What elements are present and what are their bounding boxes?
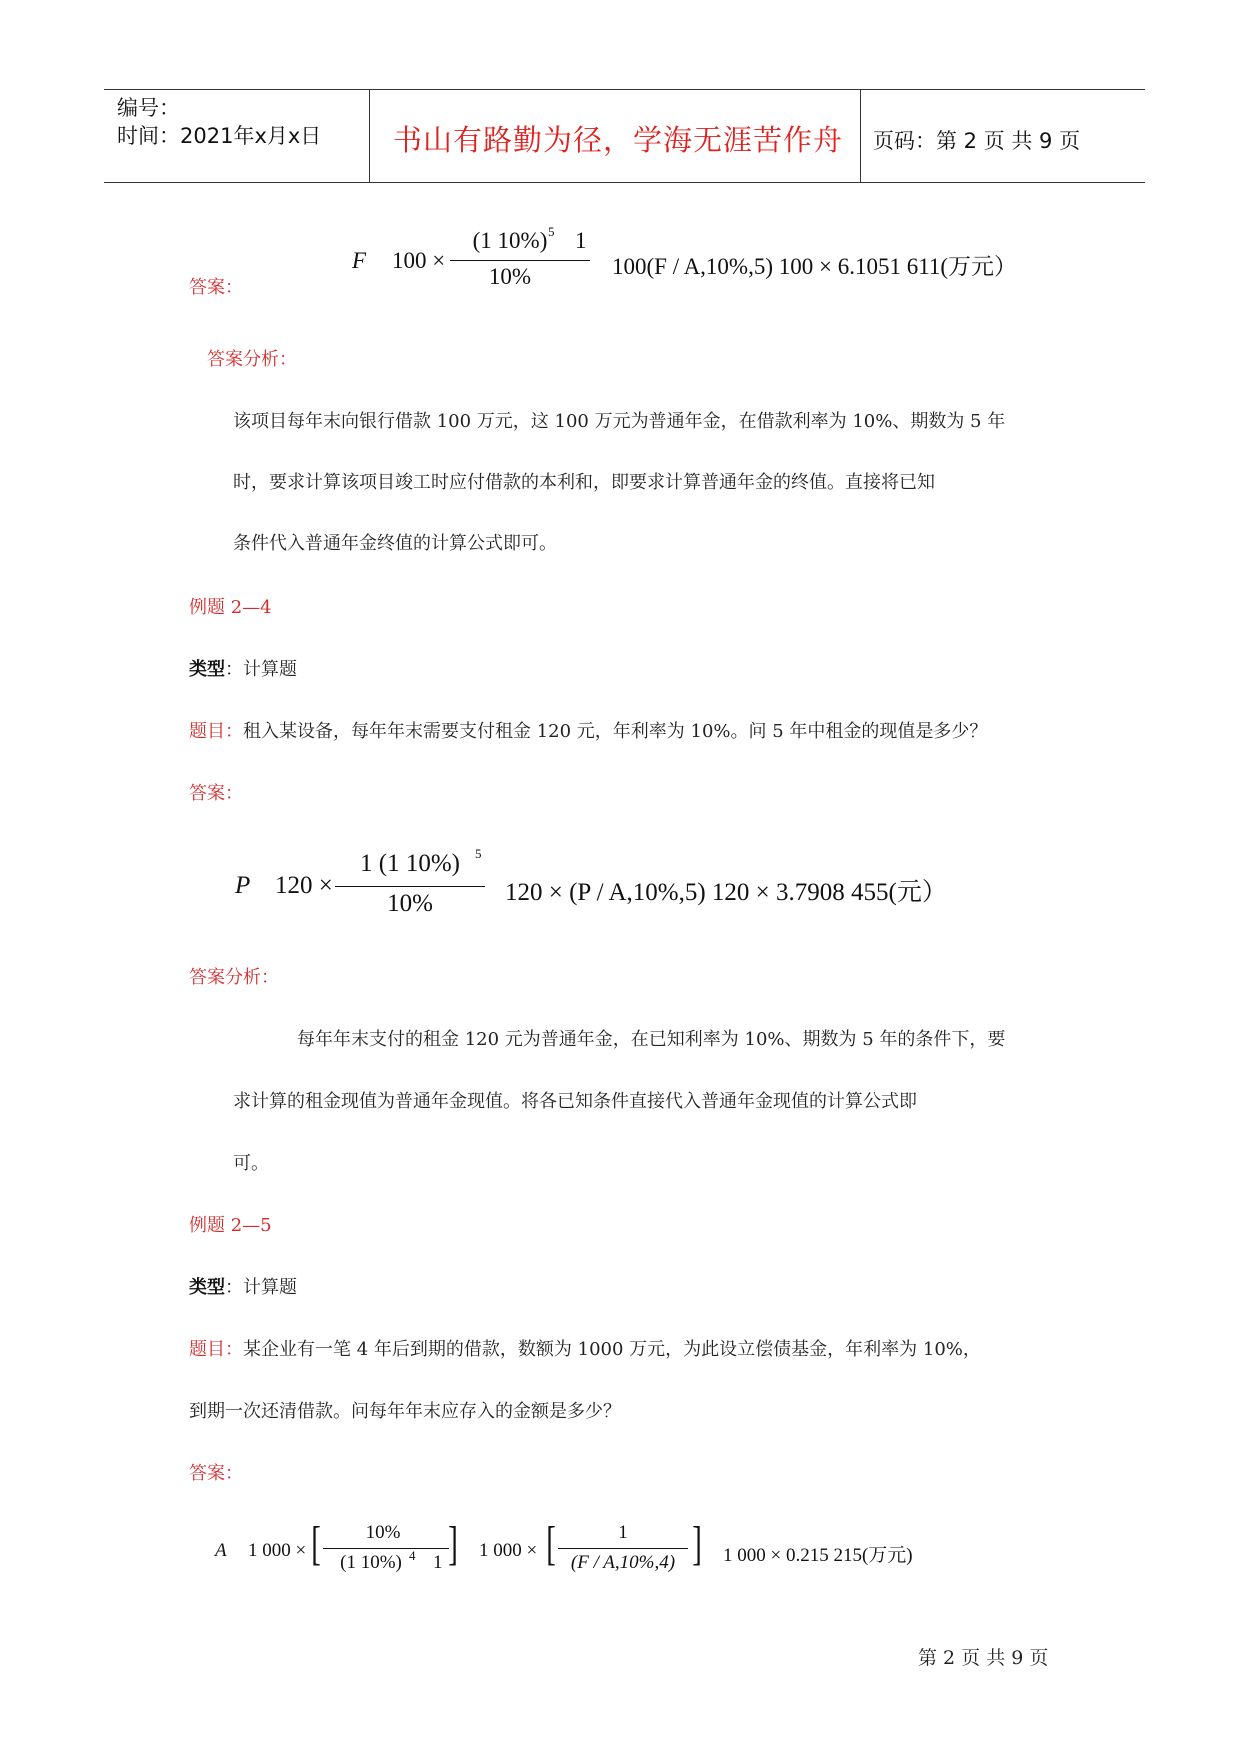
- formula-present-value: [235, 846, 995, 930]
- header-top-border: [104, 89, 1145, 90]
- type-label: 类型: [189, 1277, 225, 1298]
- formula-a-numerator-2: 1: [618, 1522, 628, 1543]
- formula-p-rhs: 120 × (P / A,10%,5) 120 × 3.7908 455(元）: [505, 879, 947, 906]
- formula-f-eq1: 100 ×: [392, 248, 446, 273]
- question-label: 题目：: [189, 721, 243, 742]
- formula-p-eq1: 120 ×: [275, 872, 333, 899]
- formula-f-exponent: 5: [548, 224, 555, 239]
- header-divider-left: [369, 89, 370, 183]
- formula-a-fraction-bar-2: [558, 1548, 688, 1549]
- formula-a-lhs: A: [215, 1540, 227, 1561]
- example-2-4-type: [189, 655, 297, 681]
- type-label: 类型: [189, 659, 225, 680]
- header-page-label: 页码：第 2 页 共 9 页: [873, 129, 1081, 153]
- analysis-label-2: 答案分析：: [189, 967, 279, 988]
- formula-p-lhs: P: [235, 872, 251, 899]
- formula-a-eq2: 1 000 ×: [479, 1540, 538, 1561]
- formula-a-fraction-bar-1: [323, 1548, 449, 1549]
- type-value: ：计算题: [225, 1277, 297, 1298]
- formula-a-denominator-1: (1 10%): [340, 1552, 402, 1573]
- analysis-label-1: 答案分析：: [207, 349, 297, 370]
- header-motto: 书山有路勤为径，学海无涯苦作舟: [393, 123, 844, 157]
- formula-p-fraction-bar: [335, 886, 485, 887]
- example-2-4-title: 例题 2—4: [189, 597, 272, 618]
- analysis-2-line-1: 每年年末支付的租金 120 元为普通年金，在已知利率为 10%、期数为 5 年的条件下，要: [297, 1029, 1006, 1050]
- formula-a-numerator-1: 10%: [365, 1522, 401, 1543]
- example-2-5-type: [189, 1273, 297, 1299]
- time-label: 时间：2021年x月x日: [117, 124, 322, 148]
- question-text: 租入某设备，每年年末需要支付租金 120 元，年利率为 10%。问 5 年中租金的现值是多少？: [243, 721, 988, 742]
- formula-f-rhs: 100(F / A,10%,5) 100 × 6.1051 611(万元）: [612, 254, 1018, 279]
- answer-label-2: 答案：: [189, 783, 243, 804]
- example-2-5-title: 例题 2—5: [189, 1215, 272, 1236]
- analysis-1-line-1: 该项目每年末向银行借款 100 万元，这 100 万元为普通年金，在借款利率为 10%、期数为 5 年: [233, 411, 1006, 432]
- formula-future-value: [350, 224, 1070, 298]
- formula-p-exponent: 5: [475, 846, 482, 861]
- question-label: 题目：: [189, 1339, 243, 1360]
- formula-p-numerator: 1 (1 10%): [360, 850, 460, 877]
- formula-f-lhs: F: [352, 248, 367, 273]
- formula-a-den-tail: 1: [433, 1552, 443, 1573]
- formula-p-denominator: 10%: [387, 890, 433, 917]
- footer-page-number: 第 2 页 共 9 页: [918, 1647, 1049, 1669]
- formula-a-bracket-r2: ]: [692, 1517, 702, 1570]
- formula-a-exponent: 4: [409, 1548, 416, 1563]
- example-2-4-question: [189, 717, 987, 743]
- header-divider-right: [860, 89, 861, 183]
- serial-number-label: 编号：: [117, 96, 180, 120]
- formula-a-bracket-r1: ]: [448, 1517, 458, 1570]
- formula-f-fraction-bar: [450, 260, 590, 261]
- type-value: ：计算题: [225, 659, 297, 680]
- example-2-5-question: [189, 1335, 981, 1361]
- formula-f-numerator: (1 10%): [472, 228, 548, 253]
- formula-f-num-tail: 1: [575, 228, 587, 253]
- question-text-line-1: 某企业有一笔 4 年后到期的借款，数额为 1000 万元，为此设立偿债基金，年利率为 10%，: [243, 1339, 981, 1360]
- answer-label-3: 答案：: [189, 1463, 243, 1484]
- formula-a-eq1: 1 000 ×: [248, 1540, 307, 1561]
- analysis-2-line-3: 可。: [233, 1153, 269, 1174]
- formula-f-denominator: 10%: [488, 264, 532, 289]
- analysis-2-line-2: 求计算的租金现值为普通年金现值。将各已知条件直接代入普通年金现值的计算公式即: [233, 1091, 917, 1112]
- analysis-1-line-2: 时，要求计算该项目竣工时应付借款的本利和，即要求计算普通年金的终值。直接将已知: [233, 472, 935, 493]
- formula-a-denominator-2: (F / A,10%,4): [570, 1552, 676, 1573]
- formula-a-bracket-l2: [: [546, 1517, 556, 1570]
- formula-a-bracket-l1: [: [311, 1517, 321, 1570]
- formula-a-rhs: 1 000 × 0.215 215(万元): [723, 1545, 913, 1566]
- example-2-5-question-line-2: 到期一次还清借款。问每年年末应存入的金额是多少？: [189, 1401, 621, 1422]
- formula-sinking-fund: [213, 1517, 973, 1590]
- answer-label-1: 答案：: [189, 277, 243, 298]
- header-bottom-border: [104, 182, 1145, 183]
- analysis-1-line-3: 条件代入普通年金终值的计算公式即可。: [233, 533, 557, 554]
